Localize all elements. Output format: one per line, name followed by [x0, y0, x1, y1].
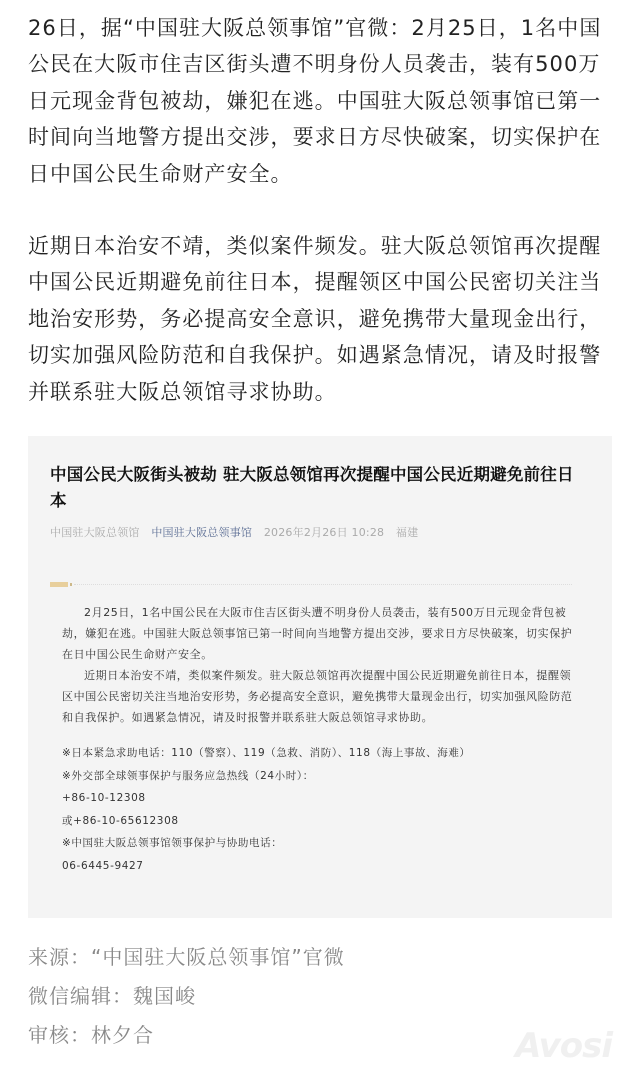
embedded-article-screenshot: [28, 436, 612, 918]
article-paragraph: 近期日本治安不靖，类似案件频发。驻大阪总领馆再次提醒中国公民近期避免前往日本，提醒领区中国公民密切关注当地治安形势，务必提高安全意识，避免携带大量现金出行，切实加强风险防范和自我保护。如遇紧急情况，请及时报警并联系驻大阪总领馆寻求协助。: [28, 234, 602, 404]
embedded-article-body: [50, 602, 590, 728]
divider-accent-icon: [50, 582, 68, 587]
meta-account-link[interactable]: 中国驻大阪总领事馆: [151, 526, 253, 540]
article-paragraph: 26日，据“中国驻大阪总领事馆”官微：2月25日，1名中国公民在大阪市住吉区街头遭不明身份人员袭击，装有500万日元现金背包被劫，嫌犯在逃。中国驻大阪总领事馆已第一时间向当地警方提出交涉，要求日方尽快破案，切实保护在日中国公民生命财产安全。: [28, 16, 602, 186]
embedded-paragraph: 近期日本治安不靖，类似案件频发。驻大阪总领馆再次提醒中国公民近期避免前往日本，提醒领区中国公民密切关注当地治安形势，务必提高安全意识，避免携带大量现金出行，切实加强风险防范和自我保护。如遇紧急情况，请及时报警并联系驻大阪总领馆寻求协助。: [62, 669, 573, 725]
contact-line: ※日本紧急求助电话：110（警察）、119（急救、消防）、118（海上事故、海难）: [62, 747, 471, 760]
embedded-article-title: 中国公民大阪街头被劫 驻大阪总领馆再次提醒中国公民近期避免前往日本: [50, 465, 574, 511]
contact-line: 06-6445-9427: [62, 859, 144, 872]
footer-editor: 微信编辑：魏国峻: [28, 984, 196, 1009]
embedded-article-meta: [50, 524, 590, 540]
footer-source: 来源：“中国驻大阪总领事馆”官微: [28, 945, 345, 970]
contact-line: ※外交部全球领事保护与服务应急热线（24小时）：: [62, 769, 314, 782]
meta-time: 2026年2月26日 10:28: [263, 526, 385, 540]
emergency-contacts: [50, 742, 590, 877]
meta-location: 福建: [395, 526, 419, 540]
article-body: [0, 0, 640, 410]
footer-reviewer: 审核：林夕合: [28, 1023, 154, 1048]
meta-source: 中国驻大阪总领馆: [50, 526, 140, 540]
watermark: Avosi: [515, 1026, 612, 1066]
contact-line: ※中国驻大阪总领事馆领事保护与协助电话：: [62, 837, 283, 850]
contact-line: +86-10-12308: [62, 792, 146, 805]
contact-line: 或+86-10-65612308: [62, 814, 179, 827]
divider-accent-dot-icon: [70, 583, 72, 586]
embedded-paragraph: 2月25日，1名中国公民在大阪市住吉区街头遭不明身份人员袭击，装有500万日元现金背包被劫，嫌犯在逃。中国驻大阪总领事馆已第一时间向当地警方提出交涉，要求日方尽快破案，切实保护在日中国公民生命财产安全。: [62, 606, 573, 662]
decorative-divider: [50, 576, 590, 590]
